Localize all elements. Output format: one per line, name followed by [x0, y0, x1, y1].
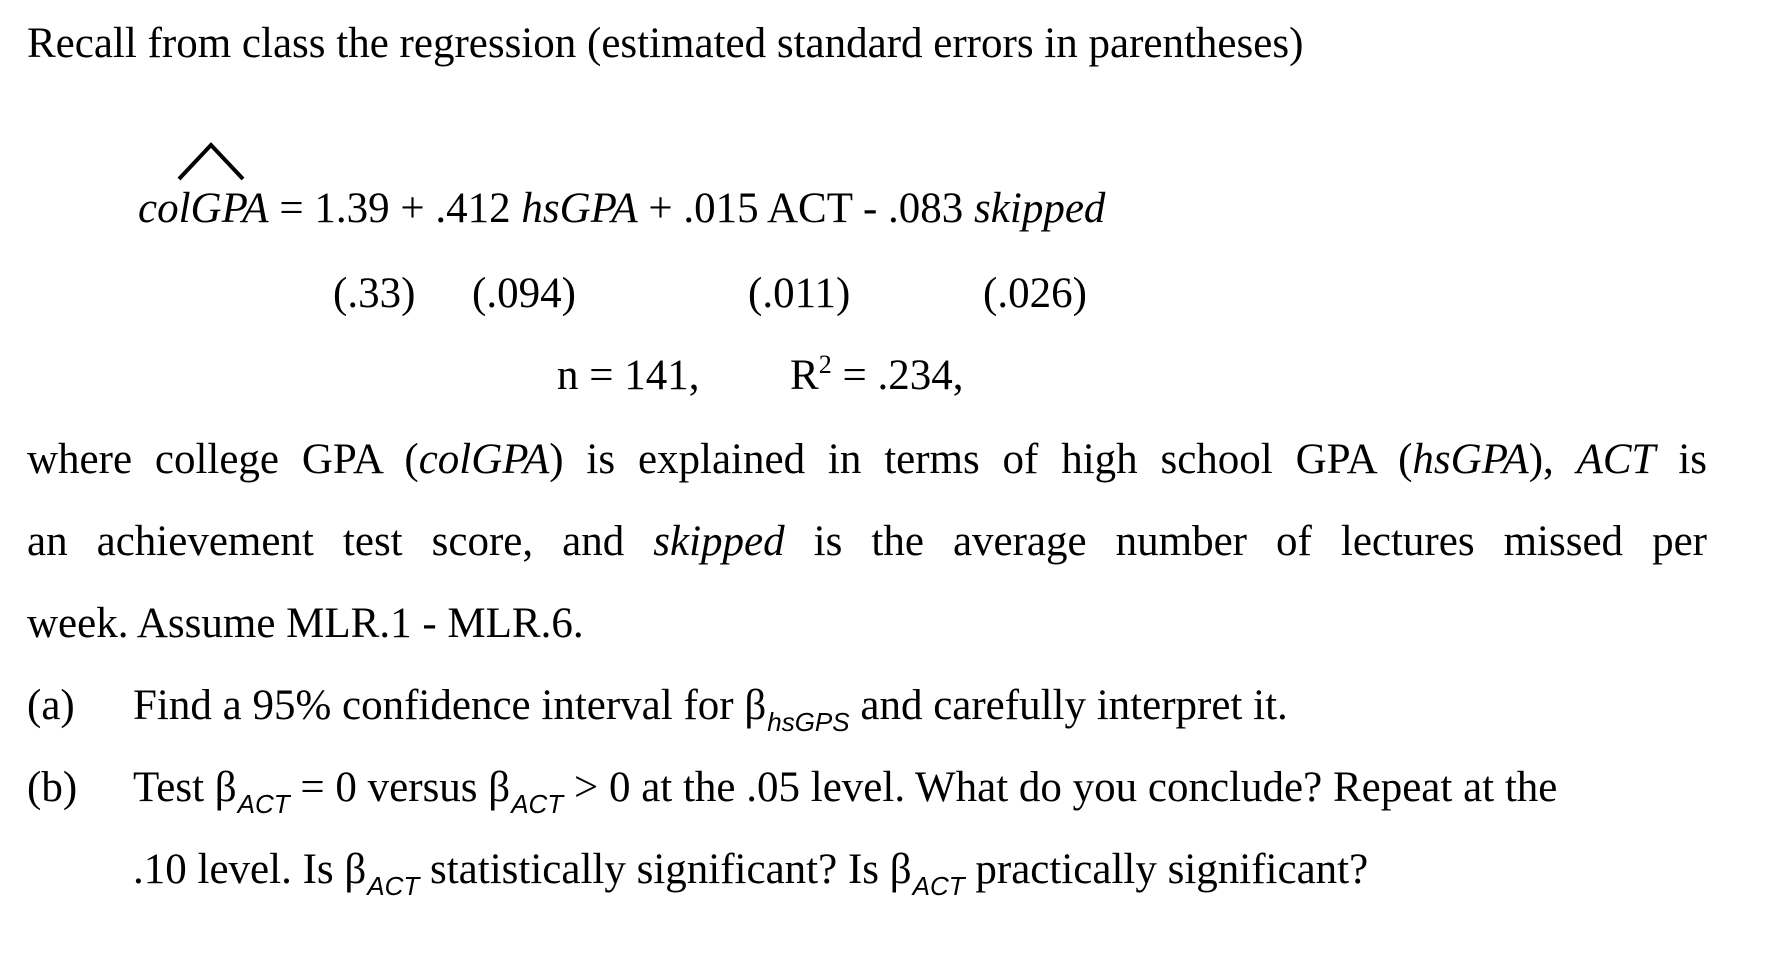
- subscript-act: ACT: [367, 871, 420, 901]
- desc-var-colgpa: colGPA: [418, 436, 550, 483]
- question-b-part: > 0 at the .05 level. What do you conclude? Repeat at the: [563, 764, 1558, 811]
- subscript-act: ACT: [511, 789, 564, 819]
- question-a-part: Find a 95% confidence interval for β: [133, 682, 767, 729]
- desc-text: is: [1655, 436, 1707, 483]
- question-b-text-line-2: [133, 846, 1369, 901]
- desc-var-skipped: skipped: [653, 518, 785, 565]
- sample-size: [557, 354, 700, 397]
- equation-lhs: colGPA: [138, 185, 269, 232]
- question-a-part: and carefully interpret it.: [849, 682, 1288, 729]
- subscript-act: ACT: [237, 789, 290, 819]
- r-squared-label: R: [790, 352, 819, 399]
- r-squared-value: = .234,: [831, 352, 964, 399]
- question-b-part: Test β: [133, 764, 237, 811]
- desc-text: ),: [1528, 436, 1577, 483]
- r-squared-superscript: 2: [818, 350, 832, 379]
- description-line-1: [27, 438, 1707, 481]
- intro-text: Recall from class the regression (estimated standard errors in parentheses): [27, 20, 1304, 67]
- question-b-part: = 0 versus β: [289, 764, 511, 811]
- subscript-hsgps: hsGPS: [767, 707, 850, 737]
- description-line-2: [27, 520, 1707, 563]
- equation-intercept: = 1.39 +: [279, 185, 425, 232]
- question-b-label: (b): [27, 764, 78, 811]
- equation-coef-hsgpa: .412: [435, 185, 511, 232]
- sample-size-text: n = 141,: [557, 352, 700, 399]
- se-skipped: (.026): [983, 270, 1087, 317]
- question-b-text-line-1: [133, 764, 1558, 819]
- question-a-label: (a): [27, 682, 75, 729]
- question-b-part: .10 level. Is β: [133, 846, 367, 893]
- hat-symbol-icon: [175, 140, 247, 182]
- question-b-part: statistically significant? Is β: [419, 846, 912, 893]
- desc-text: an achievement test score, and: [27, 518, 654, 565]
- desc-var-hsgpa: hsGPA: [1412, 436, 1529, 483]
- se-intercept: (.33): [333, 270, 416, 317]
- r-squared: [790, 350, 964, 399]
- question-b-part: practically significant?: [964, 846, 1369, 893]
- question-a-text: [133, 682, 1288, 737]
- desc-var-act: ACT: [1576, 436, 1656, 483]
- equation-act-skipped-coefs: + .015 ACT - .083: [648, 185, 964, 232]
- se-act: (.011): [748, 270, 851, 317]
- subscript-act: ACT: [912, 871, 965, 901]
- equation-var-skipped: skipped: [974, 185, 1106, 232]
- regression-equation: [138, 187, 1105, 230]
- desc-text: where college GPA (: [27, 436, 419, 483]
- se-hsgpa: (.094): [472, 270, 576, 317]
- description-line-3: week. Assume MLR.1 - MLR.6.: [27, 600, 584, 647]
- equation-var-hsgpa: hsGPA: [521, 185, 638, 232]
- desc-text: is the average number of lectures missed per: [784, 518, 1707, 565]
- desc-text: ) is explained in terms of high school GPA (: [549, 436, 1413, 483]
